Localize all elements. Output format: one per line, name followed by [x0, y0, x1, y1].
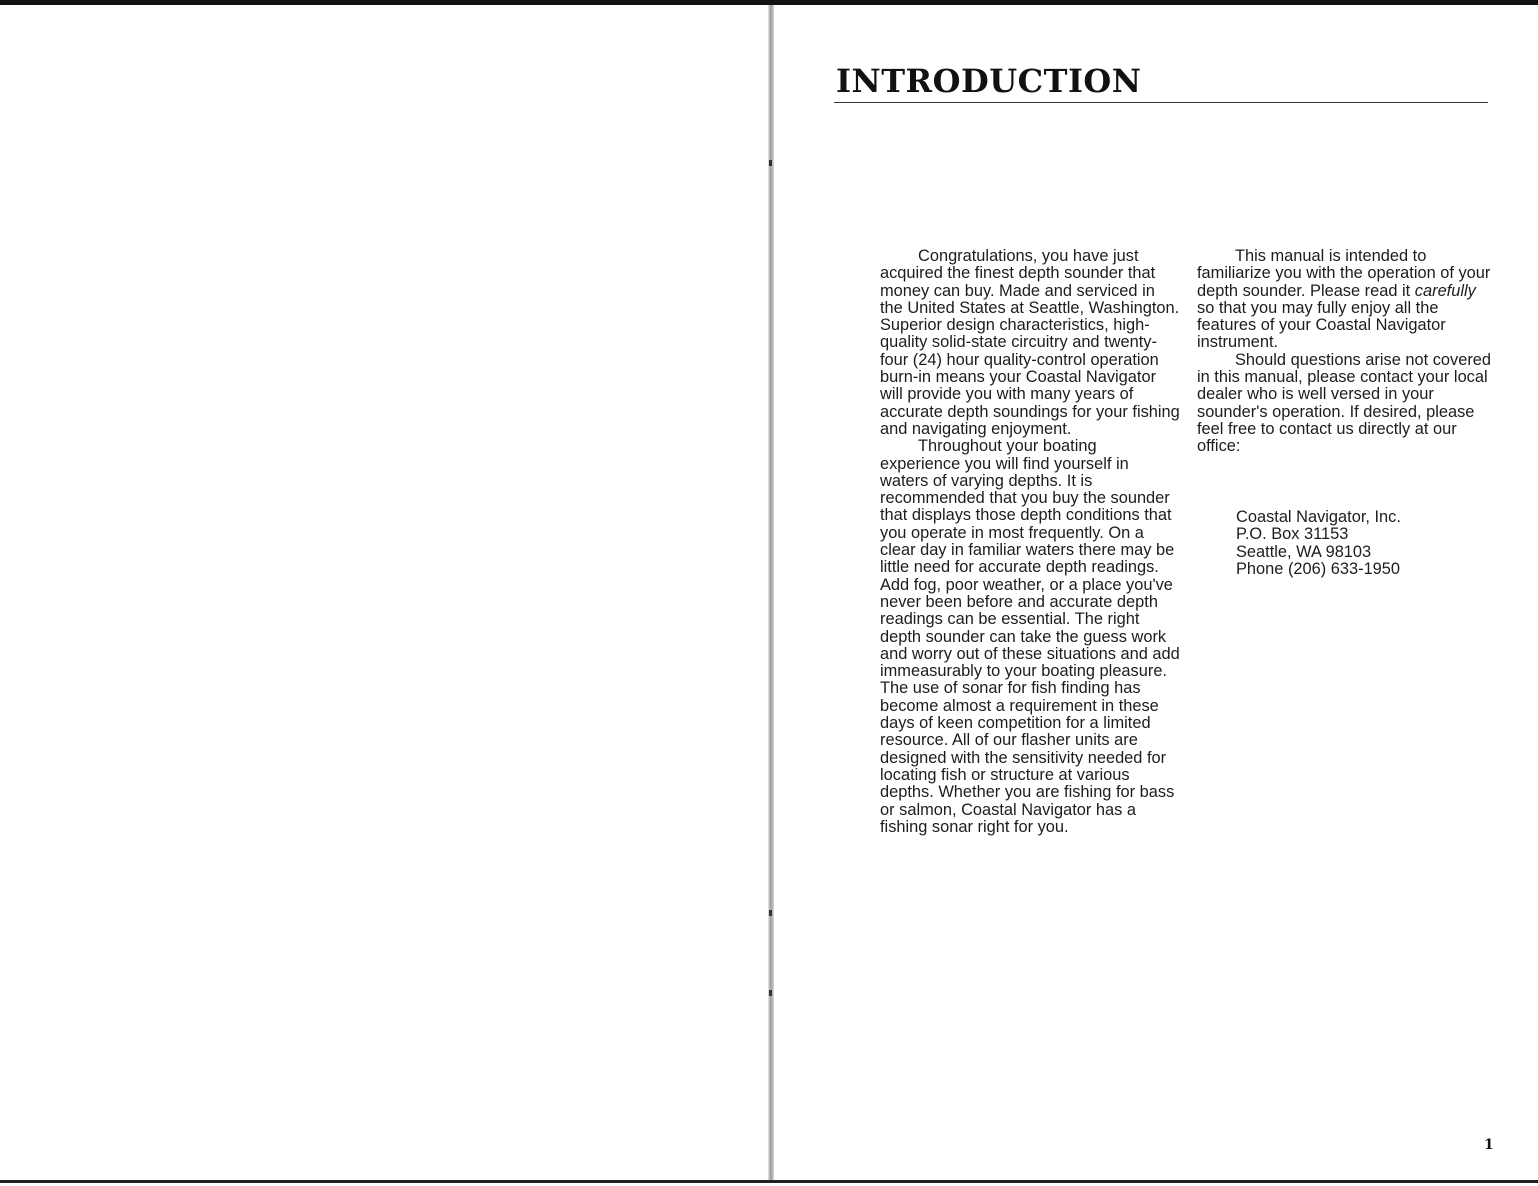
left-text-column — [880, 248, 1180, 836]
address-phone: Phone (206) 633-1950 — [1236, 559, 1401, 578]
address-company: Coastal Navigator, Inc. — [1236, 508, 1401, 526]
manual-paragraph: This manual is intended to familiarize you with the operation of your depth sounder. Please read it carefully so that you may fully enjoy all the features of your Coastal Navigator instrument. — [1197, 247, 1491, 352]
heading-underline — [834, 102, 1488, 103]
office-address — [1236, 509, 1401, 578]
book-spine — [768, 5, 774, 1181]
contact-paragraph: Should questions arise not covered in this manual, please contact your local dealer who is well versed in your sounder's operation. If desired, please feel free to contact us directly at our office: — [1197, 350, 1492, 456]
address-po-box: P.O. Box 31153 — [1236, 525, 1349, 544]
right-text-column — [1197, 248, 1497, 456]
address-city: Seattle, WA 98103 — [1236, 542, 1372, 561]
intro-paragraph: Congratulations, you have just acquired the finest depth sounder that money can buy. Made and serviced in the United States at Seattle, Washington. Superior design characteristics, high-quality solid-state circuitry and twenty-four (24) hour quality-control operation burn-in means your Coastal Navigator will provide you with many years of accurate depth soundings for your fishing and navigating enjoyment. — [880, 247, 1180, 438]
spine-mark — [769, 160, 772, 166]
boating-paragraph: Throughout your boating experience you will find yourself in waters of varying depths. It is recommended that you buy the sounder that displays those depth conditions that you operate in most frequently. On a clear day in familiar waters there may be little need for accurate depth readings. Add fog, poor weather, or a place you've never been before and accurate depth readings can be essential. The right depth sounder can take the guess work and worry out of these situations and add immeasurably to your boating pleasure. The use of sonar for fish finding has become almost a requirement in these days of keen competition for a limited resource. All of our flasher units are designed with the sensitivity needed for locating fish or structure at various depths. Whether you are fishing for bass or salmon, Coastal Navigator has a fishing sonar right for you. — [880, 437, 1180, 836]
page-number: 1 — [1484, 1137, 1494, 1153]
page-heading: INTRODUCTION — [836, 62, 1142, 100]
spine-mark — [769, 990, 772, 996]
emphasis-carefully: carefully — [1414, 281, 1476, 300]
spine-mark — [769, 910, 772, 916]
bottom-border — [0, 1180, 1538, 1183]
